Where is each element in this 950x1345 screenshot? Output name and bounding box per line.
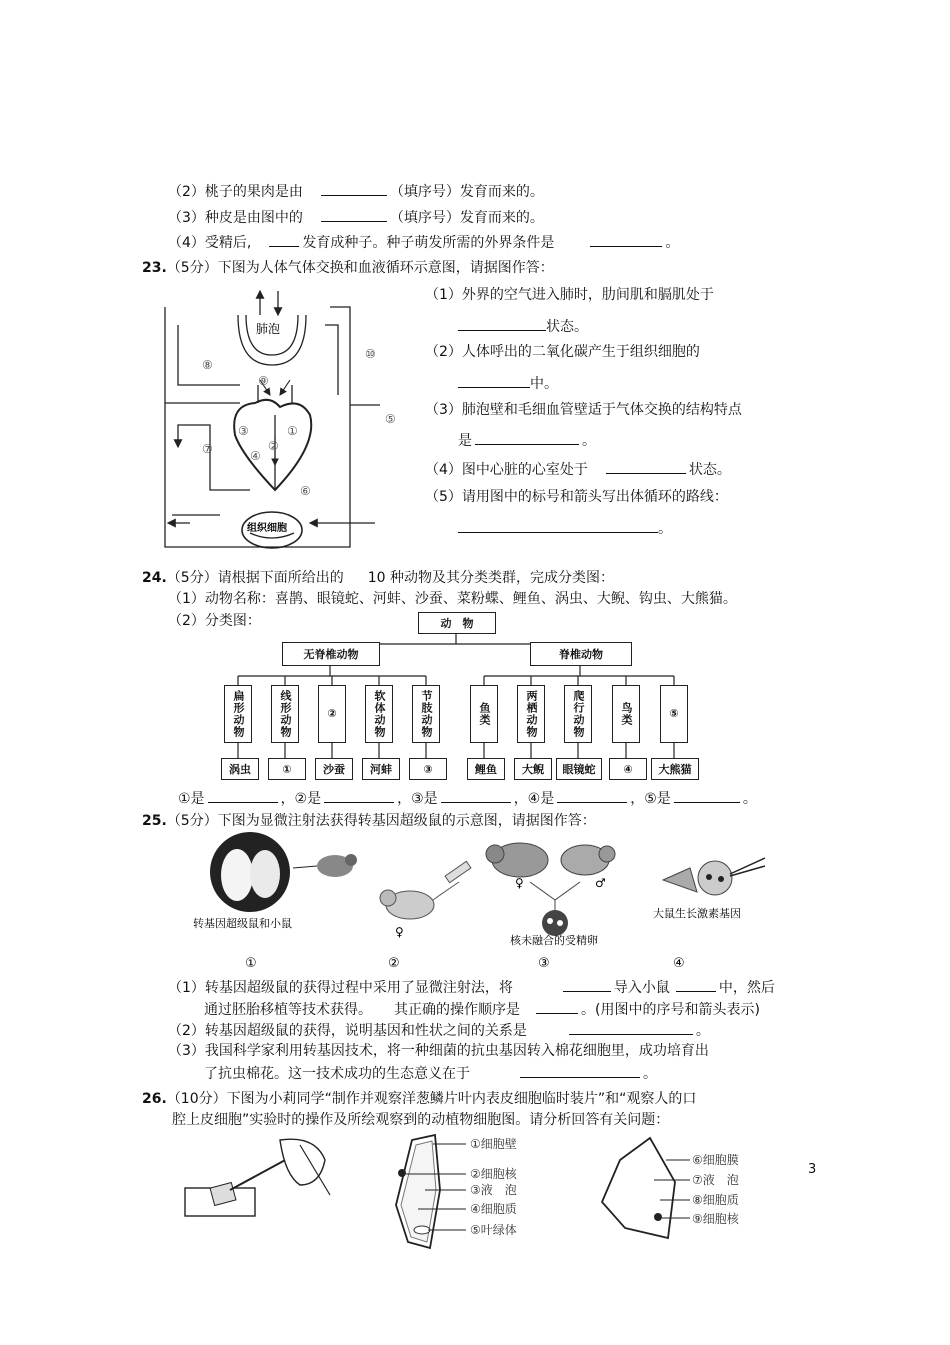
animal-label-6: ⑥细胞膜 <box>692 1153 739 1167</box>
tissue-cell-label: 组织细胞 <box>247 523 287 534</box>
plant-label-3: ③液 泡 <box>470 1183 517 1197</box>
male-symbol: ♂ <box>595 876 606 890</box>
plant-label-5: ⑤叶绿体 <box>470 1223 517 1237</box>
example-6: 鲤鱼 <box>467 758 505 780</box>
q24-chart-label: （2）分类图： <box>168 613 261 629</box>
animal-label-7: ⑦液 泡 <box>692 1173 739 1187</box>
cell-figures <box>180 1130 770 1260</box>
marker-6: ⑥ <box>300 484 311 498</box>
answer-blank[interactable] <box>269 232 299 247</box>
answer-blank[interactable] <box>458 373 530 388</box>
answer-blank[interactable] <box>563 977 611 992</box>
q23-sub2: （2）人体呼出的二氧化碳产生于组织细胞的 <box>425 344 700 360</box>
answer-blank[interactable] <box>590 232 662 247</box>
group-1: 扁形动物 <box>224 685 252 743</box>
fig-num-3: ③ <box>538 956 550 970</box>
q23-sub1: （1）外界的空气进入肺时，肋间肌和膈肌处于 <box>425 287 714 303</box>
answer-blank[interactable] <box>208 788 278 803</box>
group-6: 鱼类 <box>470 685 498 743</box>
q25-sub1-cont: 通过胚胎移植等技术获得。 其正确的操作顺序是 。(用图中的序号和箭头表示) <box>204 999 760 1019</box>
marker-3: ③ <box>238 424 249 438</box>
example-8: 眼镜蛇 <box>556 758 602 780</box>
q23-sub4: （4）图中心脏的心室处于 状态。 <box>425 459 731 479</box>
tree-root: 动 物 <box>418 612 496 634</box>
q23-sub3b: 是 。 <box>458 430 596 450</box>
plant-label-1: ①细胞壁 <box>470 1137 517 1151</box>
marker-10: ⑩ <box>365 347 376 361</box>
example-9: ④ <box>609 758 647 780</box>
q22-line-3: （3）种皮是由图中的 （填序号）发育而来的。 <box>168 207 544 227</box>
answer-blank[interactable] <box>475 430 579 445</box>
answer-blank[interactable] <box>458 316 546 331</box>
group-2: 线形动物 <box>271 685 299 743</box>
answer-blank[interactable] <box>324 788 394 803</box>
example-10: 大熊猫 <box>651 758 699 780</box>
tree-vertebrates: 脊椎动物 <box>530 642 632 666</box>
alveolus-label: 肺泡 <box>256 322 281 336</box>
plant-label-2: ②细胞核 <box>470 1167 517 1181</box>
female-symbol: ♀ <box>395 925 404 939</box>
marker-5: ⑤ <box>385 412 396 426</box>
answer-blank[interactable] <box>321 181 387 196</box>
marker-1: ① <box>287 424 298 438</box>
fig-num-2: ② <box>388 956 400 970</box>
marker-2: ② <box>268 439 279 453</box>
example-2: ① <box>268 758 306 780</box>
q23-sub2b: 中。 <box>458 373 558 393</box>
q25-sub3: （3）我国科学家利用转基因技术，将一种细菌的抗虫基因转入棉花细胞里，成功培育出 <box>168 1043 709 1059</box>
answer-blank[interactable] <box>441 788 511 803</box>
example-5: ③ <box>409 758 447 780</box>
q23-sub5: （5）请用图中的标号和箭头写出体循环的路线： <box>425 489 728 505</box>
answer-blank[interactable] <box>536 999 578 1014</box>
animal-label-9: ⑨细胞核 <box>692 1212 739 1226</box>
circulation-diagram <box>150 285 410 555</box>
answer-blank[interactable] <box>520 1063 640 1078</box>
marker-9: ⑨ <box>258 374 269 388</box>
q24-names: （1）动物名称：喜鹊、眼镜蛇、河蚌、沙蚕、菜粉蝶、鲤鱼、涡虫、大鲵、钩虫、大熊猫。 <box>168 591 737 607</box>
example-4: 河蚌 <box>362 758 400 780</box>
q22-line-2: （2）桃子的果肉是由 （填序号）发育而来的。 <box>168 181 544 201</box>
group-4: 软体动物 <box>365 685 393 743</box>
fig3-caption: 核未融合的受精卵 <box>510 934 598 947</box>
animal-label-8: ⑧细胞质 <box>692 1193 739 1207</box>
group-5: 节肢动物 <box>412 685 440 743</box>
q25-sub2: （2）转基因超级鼠的获得，说明基因和性状之间的关系是 。 <box>168 1020 710 1040</box>
q22-line-4: （4）受精后, 发育成种子。种子萌发所需的外界条件是 。 <box>168 232 679 252</box>
fig-num-4: ④ <box>673 956 685 970</box>
answer-blank[interactable] <box>674 788 740 803</box>
q25-sub1: （1）转基因超级鼠的获得过程中采用了显微注射法，将 导入小鼠 中，然后 <box>168 977 775 997</box>
answer-blank[interactable] <box>569 1020 693 1035</box>
fig4-caption: 大鼠生长激素基因 <box>653 907 741 920</box>
q23-stem: 23.（5分）下图为人体气体交换和血液循环示意图，请据图作答： <box>142 260 554 276</box>
answer-blank[interactable] <box>321 207 387 222</box>
q26-stem-1: 26.（10分）下图为小莉同学“制作并观察洋葱鳞片叶内表皮细胞临时装片”和“观察人的口 <box>142 1091 697 1107</box>
plant-label-4: ④细胞质 <box>470 1202 517 1216</box>
answer-blank[interactable] <box>676 977 716 992</box>
answer-blank[interactable] <box>606 459 686 474</box>
q25-sub3-cont: 了抗虫棉花。这一技术成功的生态意义在于 。 <box>204 1063 657 1083</box>
example-7: 大鲵 <box>514 758 552 780</box>
q26-stem-2: 腔上皮细胞”实验时的操作及所绘观察到的动植物细胞图。请分析回答有关问题： <box>172 1112 670 1128</box>
q23-sub1b: 状态。 <box>458 316 588 336</box>
group-10: ⑤ <box>660 685 688 743</box>
marker-4: ④ <box>250 449 261 463</box>
marker-8: ⑧ <box>202 358 213 372</box>
example-3: 沙蚕 <box>315 758 353 780</box>
group-9: 鸟类 <box>612 685 640 743</box>
transgenic-mouse-figure <box>185 830 775 970</box>
answer-blank[interactable] <box>458 518 658 533</box>
tree-invertebrates: 无脊椎动物 <box>282 642 380 666</box>
fig1-caption: 转基因超级鼠和小鼠 <box>193 917 292 930</box>
group-8: 爬行动物 <box>564 685 592 743</box>
page-number: 3 <box>808 1162 817 1177</box>
example-1: 涡虫 <box>221 758 259 780</box>
group-3: ② <box>318 685 346 743</box>
q25-stem: 25.（5分）下图为显微注射法获得转基因超级鼠的示意图，请据图作答： <box>142 813 596 829</box>
q23-sub5b: 。 <box>458 518 672 538</box>
marker-7: ⑦ <box>202 442 213 456</box>
fig-num-1: ① <box>245 956 257 970</box>
q24-answers: ①是 ，②是 ，③是 ，④是 ，⑤是 。 <box>178 788 757 808</box>
female-symbol: ♀ <box>515 876 524 890</box>
answer-blank[interactable] <box>557 788 627 803</box>
q23-sub3: （3）肺泡壁和毛细血管壁适于气体交换的结构特点 <box>425 402 742 418</box>
q24-stem: 24.（5分）请根据下面所给出的 10 种动物及其分类类群，完成分类图： <box>142 570 614 586</box>
group-7: 两栖动物 <box>517 685 545 743</box>
